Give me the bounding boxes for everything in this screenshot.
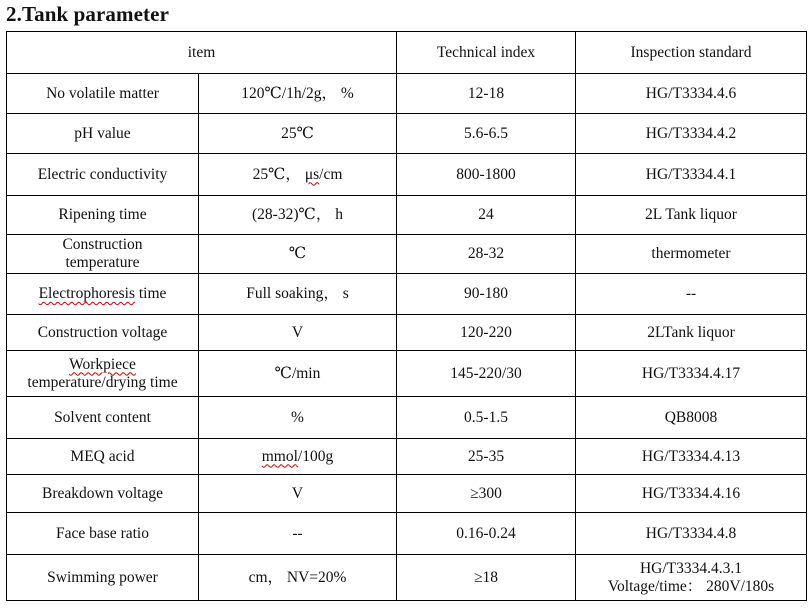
inspection-standard: HG/T3334.4.6 (576, 74, 807, 114)
section-title: 2.Tank parameter (6, 2, 169, 26)
inspection-standard: HG/T3334.4.16 (576, 475, 807, 513)
condition-unit: mmol (261, 447, 298, 465)
inspection-standard: HG/T3334.4.8 (576, 513, 807, 555)
table-row (7, 274, 807, 315)
table-row (7, 114, 807, 154)
condition-suffix: /cm (319, 165, 343, 183)
inspection-standard: QB8008 (576, 397, 807, 439)
technical-index: 12-18 (397, 74, 576, 114)
inspection-standard: thermometer (576, 235, 807, 274)
technical-index: 5.6-6.5 (397, 114, 576, 154)
item-condition: (28-32)℃， h (199, 196, 397, 235)
technical-index: 0.5-1.5 (397, 397, 576, 439)
technical-index: 28-32 (397, 235, 576, 274)
table-row (7, 235, 807, 274)
condition-suffix: /100g (297, 447, 334, 465)
standard-line1: HG/T3334.4.3.1 (639, 559, 743, 577)
item-name (7, 235, 199, 274)
item-name: Construction voltage (7, 315, 199, 351)
table-row (7, 196, 807, 235)
inspection-standard (576, 555, 807, 601)
table-header-row (7, 32, 807, 74)
table-row (7, 513, 807, 555)
header-item: item (7, 32, 397, 74)
item-condition: 120℃/1h/2g， % (199, 74, 397, 114)
item-condition: -- (199, 513, 397, 555)
item-condition: ℃/min (199, 351, 397, 397)
standard-line2: Voltage/time： 280V/180s (607, 577, 775, 595)
inspection-standard: -- (576, 274, 807, 315)
item-name: No volatile matter (7, 74, 199, 114)
item-name: Breakdown voltage (7, 475, 199, 513)
item-name-line1: Workpiece (69, 355, 136, 373)
table-row (7, 154, 807, 196)
item-name-word2: time (134, 285, 167, 302)
table-row (7, 74, 807, 114)
item-name-line2: temperature/drying time (27, 373, 178, 391)
item-condition: V (199, 315, 397, 351)
item-name: MEQ acid (7, 439, 199, 475)
item-condition (199, 439, 397, 475)
item-name: Face base ratio (7, 513, 199, 555)
table-row (7, 315, 807, 351)
technical-index: 120-220 (397, 315, 576, 351)
technical-index: 800-1800 (397, 154, 576, 196)
item-condition: 25℃ (199, 114, 397, 154)
item-condition: % (199, 397, 397, 439)
item-name: pH value (7, 114, 199, 154)
technical-index: 90-180 (397, 274, 576, 315)
item-name: Swimming power (7, 555, 199, 601)
header-inspection-standard: Inspection standard (576, 32, 807, 74)
header-technical-index: Technical index (397, 32, 576, 74)
tank-parameter-table (6, 31, 807, 601)
table-row (7, 351, 807, 397)
item-name (7, 274, 199, 315)
item-name: Electric conductivity (7, 154, 199, 196)
item-name-line1: Construction (62, 236, 143, 253)
item-condition: V (199, 475, 397, 513)
inspection-standard: HG/T3334.4.2 (576, 114, 807, 154)
inspection-standard: HG/T3334.4.17 (576, 351, 807, 397)
condition-unit: μs (304, 165, 320, 183)
item-name (7, 351, 199, 397)
technical-index: 24 (397, 196, 576, 235)
technical-index: ≥300 (397, 475, 576, 513)
item-name-word1: Electrophoresis (38, 285, 135, 302)
item-condition: ℃ (199, 235, 397, 274)
inspection-standard: 2L Tank liquor (576, 196, 807, 235)
table-row (7, 439, 807, 475)
item-condition (199, 154, 397, 196)
item-condition: cm， NV=20% (199, 555, 397, 601)
condition-prefix: 25℃， (252, 165, 305, 183)
technical-index: 0.16-0.24 (397, 513, 576, 555)
inspection-standard: 2LTank liquor (576, 315, 807, 351)
item-name: Solvent content (7, 397, 199, 439)
table-row (7, 397, 807, 439)
inspection-standard: HG/T3334.4.1 (576, 154, 807, 196)
inspection-standard: HG/T3334.4.13 (576, 439, 807, 475)
item-condition: Full soaking， s (199, 274, 397, 315)
technical-index: ≥18 (397, 555, 576, 601)
item-name: Ripening time (7, 196, 199, 235)
table-row (7, 555, 807, 601)
table-row (7, 475, 807, 513)
technical-index: 25-35 (397, 439, 576, 475)
item-name-line2: temperature (65, 254, 140, 271)
technical-index: 145-220/30 (397, 351, 576, 397)
